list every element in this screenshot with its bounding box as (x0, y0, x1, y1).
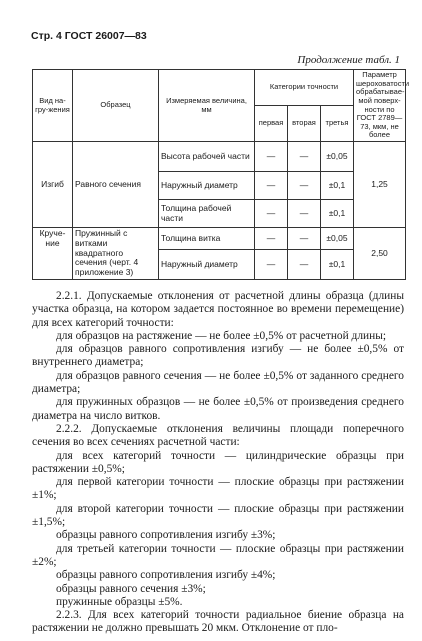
paragraph: образцы равного сопротивления изгибу ±3%; (56, 529, 276, 542)
paragraph: для второй категории точности — плоские образцы при растяжении ±1,5%; (32, 502, 404, 529)
cell-second: — (288, 228, 321, 250)
paragraph: для всех категорий точности — цилиндрические образцы при растяжении ±0,5%; (32, 449, 404, 475)
table-continuation-label: Продолжение табл. 1 (297, 54, 400, 66)
cell-load: Изгиб (33, 142, 73, 228)
cell-first: — (255, 250, 288, 279)
header-roughness: Параметр шероховатости обрабатывае-мой поверх-ности по ГОСТ 2789—73, мкм, не более (354, 70, 406, 142)
cell-roughness: 2,50 (354, 228, 406, 280)
header-first: первая (255, 106, 288, 142)
table-row (33, 142, 406, 172)
paragraph: для образцов равного сечения — не более ±0,5% от заданного среднего диаметра; (32, 369, 404, 396)
document-body (32, 290, 404, 636)
paragraph: для третьей категории точности — плоские образцы при растяжении ±2%; (32, 542, 404, 568)
cell-first: — (255, 200, 288, 228)
cell-third: ±0,1 (321, 172, 354, 200)
paragraph: образцы равного сечения ±3%; (56, 582, 206, 595)
cell-sample: Равного сечения (73, 142, 159, 228)
cell-second: — (288, 142, 321, 172)
cell-third: ±0,05 (321, 228, 354, 250)
paragraph: пружинные образцы ±5%. (56, 595, 183, 608)
cell-third: ±0,1 (321, 250, 354, 279)
cell-measured: Толщина витка (159, 228, 255, 250)
paragraph: для пружинных образцов — не более ±0,5% от произведения среднего диаметра на число витков. (32, 396, 404, 422)
header-second: вторая (288, 106, 321, 142)
paragraph: образцы равного сопротивления изгибу ±4%; (56, 569, 276, 582)
header-measured: Измеряемая величина, мм (159, 70, 255, 142)
cell-measured: Наружный диаметр (159, 172, 255, 200)
cell-second: — (288, 250, 321, 279)
cell-measured: Высота рабочей части (159, 142, 255, 172)
paragraph: для образцов равного сопротивления изгибу — не более ±0,5% от внутреннего диаметра; (32, 343, 404, 369)
paragraph: для первой категории точности — плоские образцы при растяжении ±1%; (32, 476, 404, 502)
cell-second: — (288, 172, 321, 200)
paragraph-2-2-2: 2.2.2. Допускаемые отклонения величины площади поперечного сечения во всех сечениях расчетной части: (32, 422, 404, 449)
cell-measured: Толщина рабочей части (159, 200, 255, 228)
tolerance-table (32, 69, 410, 280)
cell-third: ±0,1 (321, 200, 354, 228)
page-header: Стр. 4 ГОСТ 26007—83 (31, 30, 147, 42)
header-third: третья (321, 106, 354, 142)
cell-first: — (255, 142, 288, 172)
cell-second: — (288, 200, 321, 228)
header-load-type: Вид на-гру-жения (33, 70, 73, 142)
cell-third: ±0,05 (321, 142, 354, 172)
cell-first: — (255, 172, 288, 200)
header-accuracy-categories: Категории точности (255, 70, 354, 106)
cell-roughness: 1,25 (354, 142, 406, 228)
paragraph-2-2-1: 2.2.1. Допускаемые отклонения от расчетной длины образца (длины участка образца, на котором задается постоянное во времени перемещение) для всех категорий точности: (32, 290, 404, 329)
cell-measured: Наружный диаметр (159, 250, 255, 279)
table-row (33, 228, 406, 250)
header-sample: Образец (73, 70, 159, 142)
paragraph-2-2-3: 2.2.3. Для всех категорий точности радиальное биение образца на растяжении не должно превышать 20 мкм. Отклонение от пло- (32, 609, 404, 635)
cell-first: — (255, 228, 288, 250)
cell-load: Круче-ние (33, 228, 73, 280)
cell-sample: Пружинный с витками квадратного сечения (черт. 4 приложение 3) (73, 228, 159, 280)
paragraph: для образцов на растяжение — не более ±0,5% от расчетной длины; (56, 329, 387, 342)
